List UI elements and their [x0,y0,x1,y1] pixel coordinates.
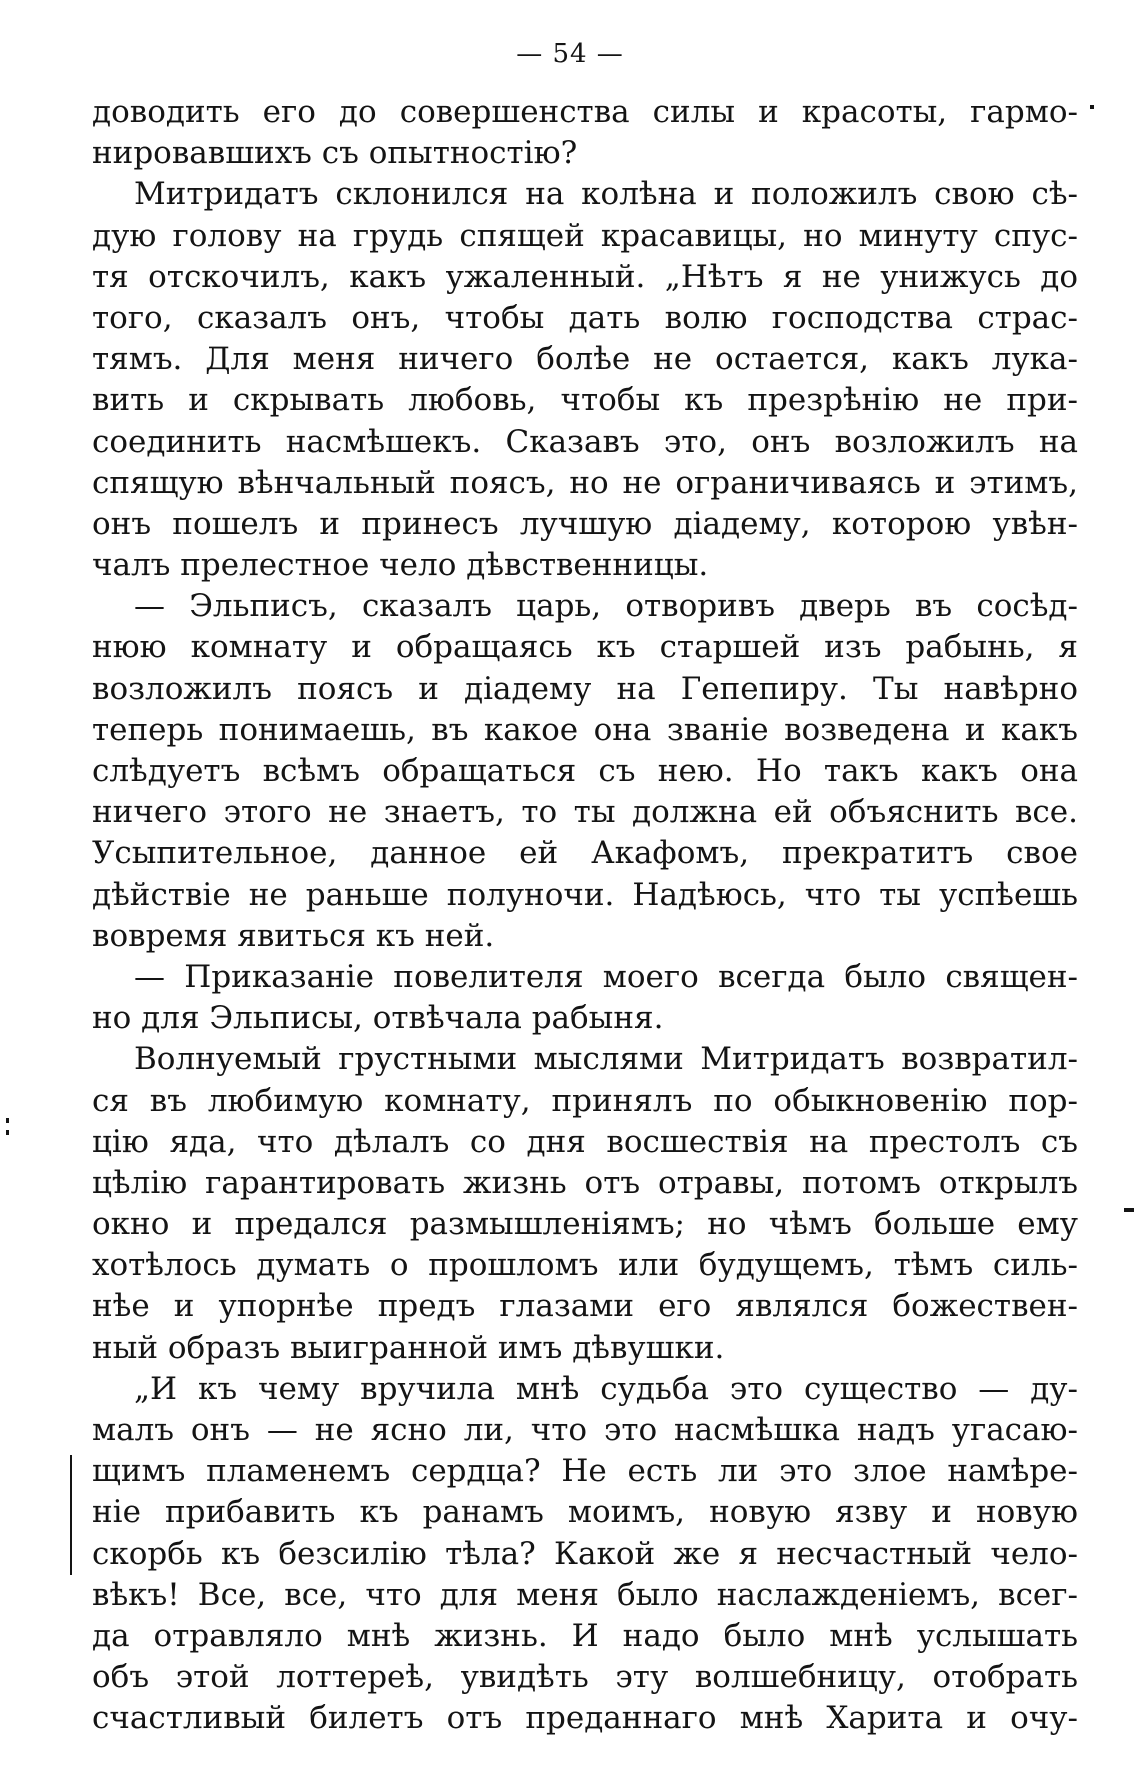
text-line: щимъ пламенемъ сердца? Не есть ли это злое намѣре- [92,1453,1078,1490]
text-line: нировавшихъ съ опытностію? [92,135,578,172]
text-line: онъ пошелъ и принесъ лучшую діадему, которою увѣн- [92,505,1078,542]
text-line: Митридатъ склонился на колѣна и положилъ свою сѣ- [134,176,1078,213]
page-number: — 54 — [516,39,624,69]
text-line: соединить насмѣшекъ. Сказавъ это, онъ возложилъ на [92,423,1078,460]
text-line: тя отскочилъ, какъ ужаленный. „Нѣтъ я не унижусь до [92,258,1078,295]
text-line: „И къ чему вручила мнѣ судьба это существо — ду- [134,1370,1078,1407]
text-line: вить и скрывать любовь, чтобы къ презрѣнію не при- [92,382,1078,419]
body-text [92,92,1078,1740]
text-line: ся въ любимую комнату, принялъ по обыкновенію пор- [92,1082,1078,1119]
text-line: цѣлію гарантировать жизнь отъ отравы, потомъ открылъ [92,1164,1078,1201]
text-line: дѣйствіе не раньше полуночи. Надѣюсь, что ты успѣешь [92,876,1078,913]
text-line: окно и предался размышленіямъ; но чѣмъ больше ему [92,1206,1078,1243]
text-line: слѣдуетъ всѣмъ обращаться съ нею. Но такъ какъ она [92,753,1078,789]
text-line: но для Эльписы, отвѣчала рабыня. [92,1000,664,1037]
text-line: малъ онъ — не ясно ли, что это насмѣшка надъ угасаю- [92,1412,1078,1448]
text-line: Усыпительное, данное ей Акафомъ, прекратитъ свое [92,835,1078,872]
margin-ink-mark [1124,1208,1134,1212]
text-line: вѣкъ! Все, все, что для меня было наслажденіемъ, всег- [92,1576,1078,1613]
text-line: спящую вѣнчальный поясъ, но не ограничиваясь и этимъ, [92,464,1078,501]
text-line: объ этой лоттереѣ, увидѣть эту волшебницу, отобрать [92,1659,1078,1696]
text-line: того, сказалъ онъ, чтобы дать волю господства страс- [92,299,1078,336]
margin-ink-mark [1090,105,1094,109]
text-line: дую голову на грудь спящей красавицы, но минуту спус- [92,217,1078,254]
text-line: ный образъ выигранной имъ дѣвушки. [92,1329,725,1366]
text-line: хотѣлось думать о прошломъ или будущемъ, тѣмъ силь- [92,1247,1078,1284]
text-line: теперь понимаешь, въ какое она званіе возведена и какъ [92,711,1078,748]
text-line: доводить его до совершенства силы и красоты, гармо- [92,94,1078,130]
margin-ink-mark [6,1118,9,1123]
text-line: да отравляло мнѣ жизнь. И надо было мнѣ услышать [92,1617,1078,1654]
text-line: вовремя явиться къ ней. [92,917,495,954]
text-line: ничего этого не знаетъ, то ты должна ей объяснить все. [92,794,1078,831]
margin-ink-mark [6,1130,9,1135]
text-line: возложилъ поясъ и діадему на Гепепиру. Ты навѣрно [92,670,1078,707]
text-line: — Эльписъ, сказалъ царь, отворивъ дверь въ сосѣд- [134,588,1078,625]
text-line: скорбь къ безсилію тѣла? Какой же я несчастный чело- [92,1535,1078,1572]
margin-pencil-line [70,1455,72,1575]
text-line: цію яда, что дѣлалъ со дня восшествія на престолъ съ [92,1123,1078,1160]
text-line: нѣе и упорнѣе предъ глазами его являлся божествен- [92,1288,1078,1325]
text-line: тямъ. Для меня ничего болѣе не остается, какъ лука- [92,341,1078,378]
text-line: ніе прибавить къ ранамъ моимъ, новую язву и новую [92,1494,1078,1531]
text-line: нюю комнату и обращаясь къ старшей изъ рабынь, я [92,629,1078,666]
text-line: Волнуемый грустными мыслями Митридатъ возвратил- [134,1041,1078,1078]
text-line: чалъ прелестное чело дѣвственницы. [92,547,709,584]
text-line: счастливый билетъ отъ преданнаго мнѣ Харита и очу- [92,1700,1078,1737]
text-line: — Приказаніе повелителя моего всегда было священ- [134,958,1078,995]
